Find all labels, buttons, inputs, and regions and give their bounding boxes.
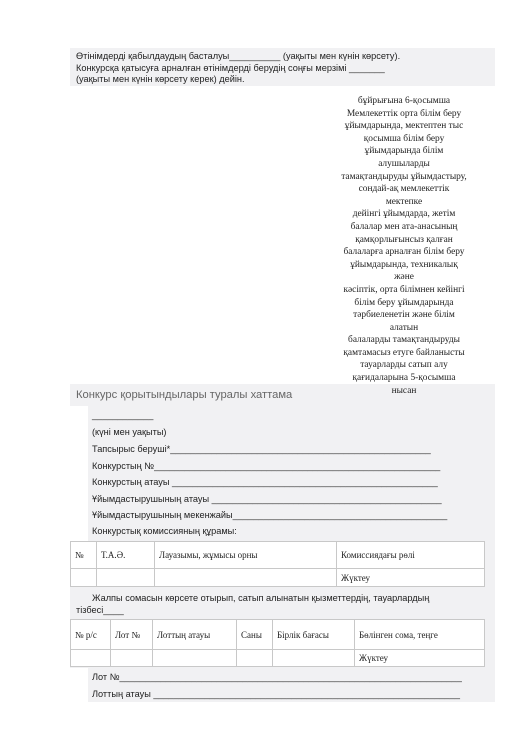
- table-header-cell: № р/с: [71, 620, 111, 650]
- appendix-line: қосымша білім беру: [363, 133, 445, 144]
- commission-label: Конкурстық комиссияның құрамы:: [92, 526, 237, 536]
- customer-field: Тапсырыс беруші*___________________________________________________: [92, 444, 431, 454]
- upload-link[interactable]: Жүктеу: [355, 650, 485, 667]
- appendix-line: дейінгі ұйымдарда, жетім: [352, 209, 456, 220]
- table-header-cell: Лауазымы, жұмысы орны: [155, 542, 337, 569]
- lot-number-field: Лот №___________________________________________________________________: [92, 672, 462, 682]
- table-cell: [155, 569, 337, 587]
- table-header-cell: Лот №: [111, 620, 153, 650]
- table-header-cell: Саны: [237, 620, 273, 650]
- appendix-line: бұйрығына 6-қосымша: [357, 96, 451, 106]
- table-header-cell: Бөлінген сома, теңге: [355, 620, 485, 650]
- table-cell: [71, 569, 97, 587]
- appendix-line: кәсіптік, орта білімнен кейінгі: [343, 284, 465, 295]
- lot-name-field: Лоттың атауы ____________________________________________________________: [92, 689, 460, 699]
- table-cell: [273, 650, 355, 667]
- table-cell: [153, 650, 237, 667]
- table-cell: [237, 650, 273, 667]
- commission-table: [70, 541, 485, 587]
- protocol-heading: Конкурс қорытындылары туралы хаттама: [76, 389, 293, 401]
- appendix-line: тауарларды сатып алу: [360, 360, 448, 371]
- upload-link[interactable]: Жүктеу: [337, 569, 485, 587]
- table-cell: [111, 650, 153, 667]
- appendix-line: ұйымдарында, мектептен тыс: [344, 121, 464, 132]
- appendix-line: ұйымдарында білім: [364, 146, 444, 157]
- appendix-line: білім беру ұйымдарында: [354, 297, 454, 308]
- deadline-note-line: (уақыты мен күнін көрсету керек) дейін.: [76, 74, 245, 84]
- date-caption: (күні мен уақыты): [92, 427, 167, 437]
- table-cell: [97, 569, 155, 587]
- appendix-line: балаларға арналған білім беру: [343, 247, 465, 258]
- goods-list-label-line1: Жалпы сомасын көрсете отырып, сатып алынатын қызметтердің, тауарлардың: [92, 593, 430, 603]
- goods-list-label-line2: тізбесі____: [76, 605, 124, 615]
- table-header-cell: Т.А.Ә.: [97, 542, 155, 569]
- organizer-name-field: Ұйымдастырушының атауы _____________________________________________: [92, 494, 442, 504]
- table-header-cell: №: [71, 542, 97, 569]
- table-row: [71, 569, 485, 587]
- table-header-cell: Бірлік бағасы: [273, 620, 355, 650]
- organizer-address-field: Ұйымдастырушының мекенжайы__________________________________________: [92, 510, 448, 520]
- appendix-line: ұйымдарында, техникалық: [350, 259, 458, 270]
- appendix-line: қамқорлығынсыз қалған: [355, 234, 453, 245]
- table-header-cell: Комиссиядағы рөлі: [337, 542, 485, 569]
- appendix-line: және: [394, 272, 414, 283]
- table-row: [71, 650, 485, 667]
- applications-deadline-line: Конкурсқа қатысуға арналған өтінімдерді берудің соңғы мерзімі _______: [76, 63, 385, 73]
- appendix-line: нысан: [391, 385, 417, 396]
- table-row: [71, 542, 485, 569]
- table-row: [71, 620, 485, 650]
- appendix-line: тәрбиеленетін және білім: [353, 310, 455, 321]
- goods-table: [70, 619, 485, 667]
- table-cell: [71, 650, 111, 667]
- appendix-line: сондай-ақ мемлекеттік: [358, 184, 450, 195]
- appendix-line: Мемлекеттік орта білім беру: [346, 108, 462, 119]
- appendix-line: тамақтандыруды ұйымдастыру,: [341, 171, 467, 182]
- applications-start-line: Өтінімдерді қабылдаудың басталуы__________ (уақыты мен күнін көрсету).: [76, 51, 401, 61]
- appendix-line: балаларды тамақтандыруды: [348, 335, 460, 346]
- appendix-line: қағидаларына 5-қосымша: [352, 373, 456, 384]
- appendix-line: алушыларды: [378, 158, 430, 169]
- contest-name-field: Конкурстың атауы ____________________________________________________: [92, 477, 438, 487]
- appendix-line: қамтамасыз етуге байланысты: [343, 347, 465, 358]
- appendix-caption-block: [328, 95, 480, 397]
- contest-number-field: Конкурстың №________________________________________________________: [92, 461, 441, 471]
- table-header-cell: Лоттың атауы: [153, 620, 237, 650]
- appendix-line: алатын: [389, 322, 419, 333]
- appendix-line: балалар мен ата-анасының: [350, 221, 458, 232]
- appendix-line: мектепке: [385, 196, 423, 207]
- date-blank: ____________: [92, 410, 154, 420]
